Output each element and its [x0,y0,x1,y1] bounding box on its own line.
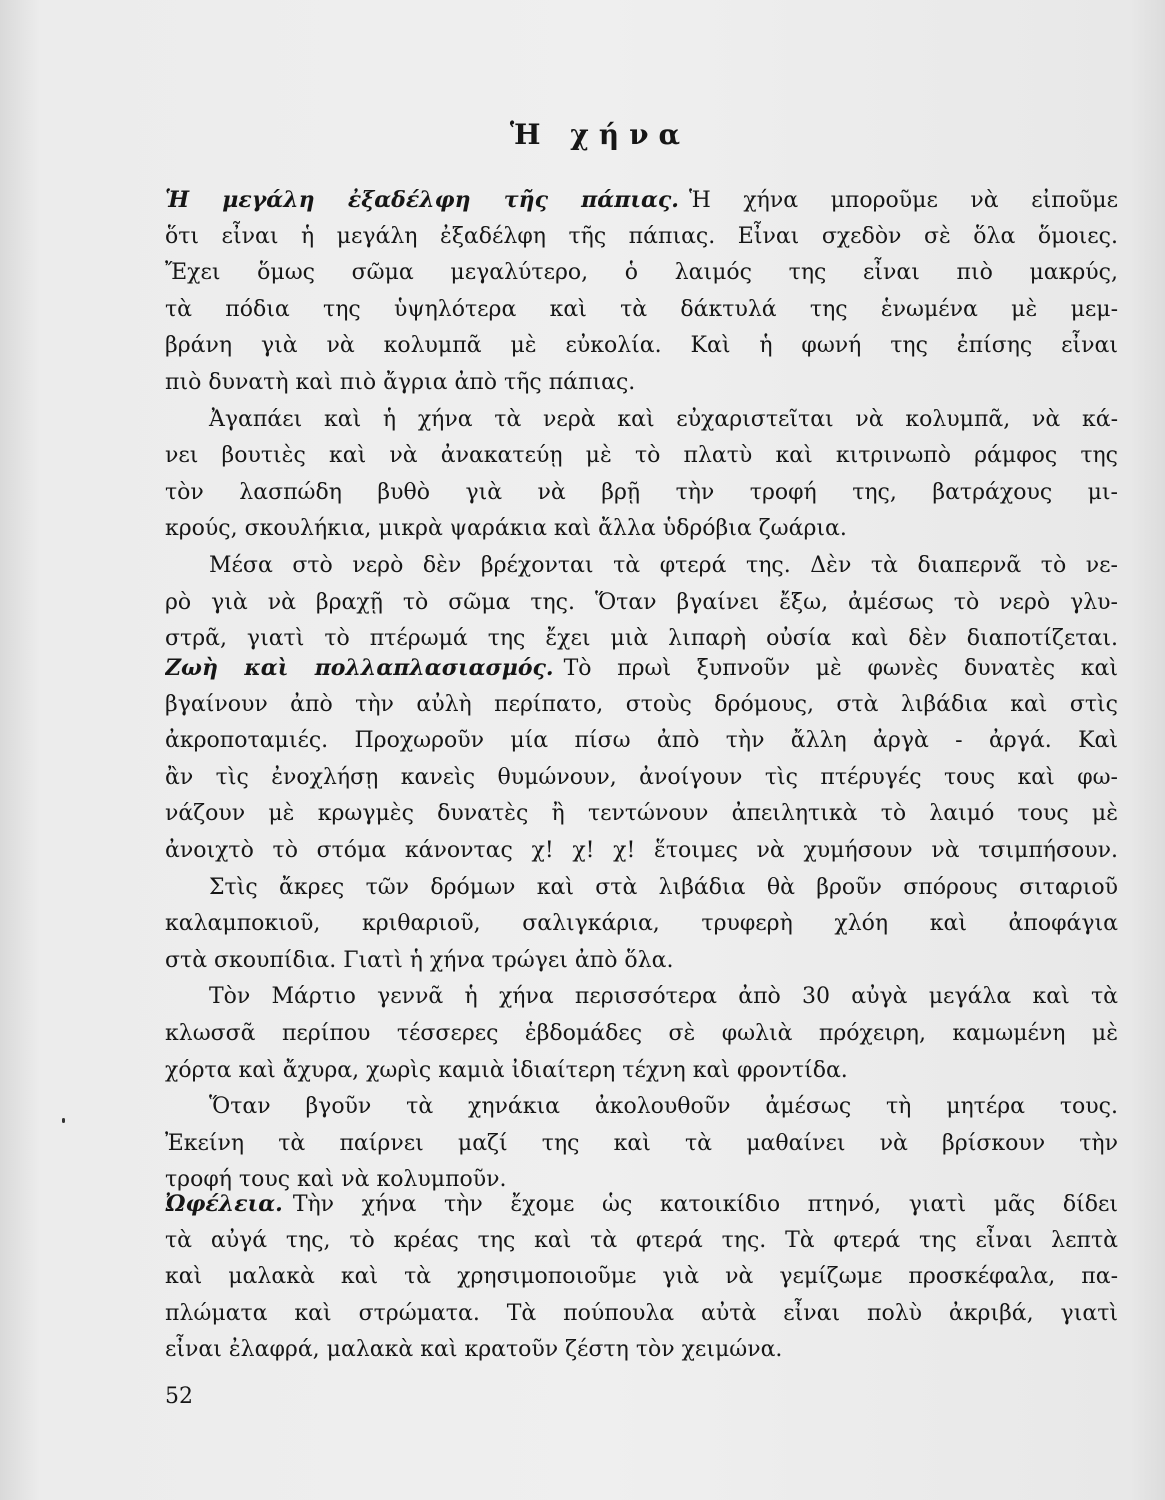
paragraph-line: βγαίνουν ἀπὸ τὴν αὐλὴ περίπατο, στοὺς δρόμους, στὰ λιβάδια καὶ στὶς [165,691,1118,717]
paragraph-line: καλαμποκιοῦ, κριθαριοῦ, σαλιγκάρια, τρυφερὴ χλόη καὶ ἀποφάγια [165,911,1118,937]
page-title: Ἡ χήνα [509,118,691,151]
page-number: 52 [165,1384,193,1409]
paragraph-line: Μέσα στὸ νερὸ δὲν βρέχονται τὰ φτερά της. Δὲν τὰ διαπερνᾶ τὸ νε- [209,552,1118,578]
section-heading: Ζωὴ καὶ πολλαπλασιασμός. [165,655,554,681]
paragraph-line: βράνη γιὰ νὰ κολυμπᾶ μὲ εὐκολία. Καὶ ἡ φωνή της ἐπίσης εἶναι [165,333,1118,359]
paragraph-line: Ἐκείνη τὰ παίρνει μαζί της καὶ τὰ μαθαίνει νὰ βρίσκουν τὴν [165,1130,1118,1156]
paragraph-line: στρᾶ, γιατὶ τὸ πτέρωμά της ἔχει μιὰ λιπαρὴ οὐσία καὶ δὲν διαποτίζεται. [165,626,1118,652]
paragraph-line: τὰ αὐγά της, τὸ κρέας της καὶ τὰ φτερά της. Τὰ φτερά της εἶναι λεπτὰ [165,1227,1118,1253]
paragraph-line: πιὸ δυνατὴ καὶ πιὸ ἄγρια ἀπὸ τῆς πάπιας. [165,369,636,395]
section-heading: Ὠφέλεια. [165,1191,283,1217]
paragraph-line: εἶναι ἐλαφρά, μαλακὰ καὶ κρατοῦν ζέστη τὸν χειμώνα. [165,1337,783,1363]
section-life-and-reproduction [165,650,1118,1199]
paragraph-line: Ζωὴ καὶ πολλαπλασιασμός. Τὸ πρωὶ ξυπνοῦν μὲ φωνὲς δυνατὲς καὶ [165,655,1118,681]
paragraph-line: Τὸν Μάρτιο γεννᾶ ἡ χήνα περισσότερα ἀπὸ 30 αὐγὰ μεγάλα καὶ τὰ [209,984,1118,1010]
paragraph-line: ἀκροποταμιές. Προχωροῦν μία πίσω ἀπὸ τὴν ἄλλη ἀργὰ - ἀργά. Καὶ [165,728,1118,754]
paragraph-line: ρὸ γιὰ νὰ βραχῇ τὸ σῶμα της. Ὅταν βγαίνει ἔξω, ἀμέσως τὸ νερὸ γλυ- [165,589,1118,615]
paragraph-line: Ἡ μεγάλη ἐξαδέλφη τῆς πάπιας. Ἡ χήνα μποροῦμε νὰ εἰποῦμε [165,187,1118,213]
paragraph-line: ἂν τὶς ἐνοχλήσῃ κανεὶς θυμώνουν, ἀνοίγουν τὶς πτέρυγές τους καὶ φω- [165,764,1118,790]
paragraph-line: χόρτα καὶ ἄχυρα, χωρὶς καμιὰ ἰδιαίτερη τέχνη καὶ φροντίδα. [165,1057,848,1083]
paragraph-line: ὅτι εἶναι ἡ μεγάλη ἐξαδέλφη τῆς πάπιας. Εἶναι σχεδὸν σὲ ὅλα ὅμοιες. [165,223,1118,249]
paragraph-line: νάζουν μὲ κρωγμὲς δυνατὲς ἢ τεντώνουν ἀπειλητικὰ τὸ λαιμό τους μὲ [165,801,1118,827]
paragraph-line: ἀνοιχτὸ τὸ στόμα κάνοντας χ! χ! χ! ἕτοιμες νὰ χυμήσουν νὰ τσιμπήσουν. [165,837,1118,863]
print-speck [62,1118,65,1123]
paragraph-line: τὰ πόδια της ὑψηλότερα καὶ τὰ δάκτυλά της ἑνωμένα μὲ μεμ- [165,296,1118,322]
paragraph-line: Ἀγαπάει καὶ ἡ χήνα τὰ νερὰ καὶ εὐχαριστεῖται νὰ κολυμπᾶ, νὰ κά- [209,406,1118,432]
paragraph-line: κλωσσᾶ περίπου τέσσερες ἑβδομάδες σὲ φωλιὰ πρόχειρη, καμωμένη μὲ [165,1020,1118,1046]
paragraph-line: καὶ μαλακὰ καὶ τὰ χρησιμοποιοῦμε γιὰ νὰ γεμίζωμε προσκέφαλα, πα- [165,1264,1118,1290]
paragraph-line: κρούς, σκουλήκια, μικρὰ ψαράκια καὶ ἄλλα ὑδρόβια ζωάρια. [165,516,847,542]
paragraph-line: τὸν λασπώδη βυθὸ γιὰ νὰ βρῇ τὴν τροφή της, βατράχους μι- [165,479,1118,505]
paragraph-line: Ὅταν βγοῦν τὰ χηνάκια ἀκολουθοῦν ἀμέσως τὴ μητέρα τους. [209,1094,1118,1120]
section-heading: Ἡ μεγάλη ἐξαδέλφη τῆς πάπιας. [165,187,679,213]
section-benefit [165,1186,1118,1369]
paragraph-line: στὰ σκουπίδια. Γιατὶ ἡ χήνα τρώγει ἀπὸ ὅλα. [165,947,674,973]
paragraph-line: νει βουτιὲς καὶ νὰ ἀνακατεύῃ μὲ τὸ πλατὺ καὶ κιτρινωπὸ ράμφος της [165,443,1118,469]
paragraph-line: Ἔχει ὅμως σῶμα μεγαλύτερο, ὁ λαιμός της εἶναι πιὸ μακρύς, [165,260,1118,286]
paragraph-line: Ὠφέλεια. Τὴν χήνα τὴν ἔχομε ὡς κατοικίδιο πτηνό, γιατὶ μᾶς δίδει [165,1191,1118,1217]
section-cousin-of-duck [165,182,1118,658]
paragraph-line: τροφή τους καὶ νὰ κολυμποῦν. [165,1167,507,1193]
paragraph-line: πλώματα καὶ στρώματα. Τὰ πούπουλα αὐτὰ εἶναι πολὺ ἀκριβά, γιατὶ [165,1300,1118,1326]
paragraph-line: Στὶς ἄκρες τῶν δρόμων καὶ στὰ λιβάδια θὰ βροῦν σπόρους σιταριοῦ [209,874,1118,900]
